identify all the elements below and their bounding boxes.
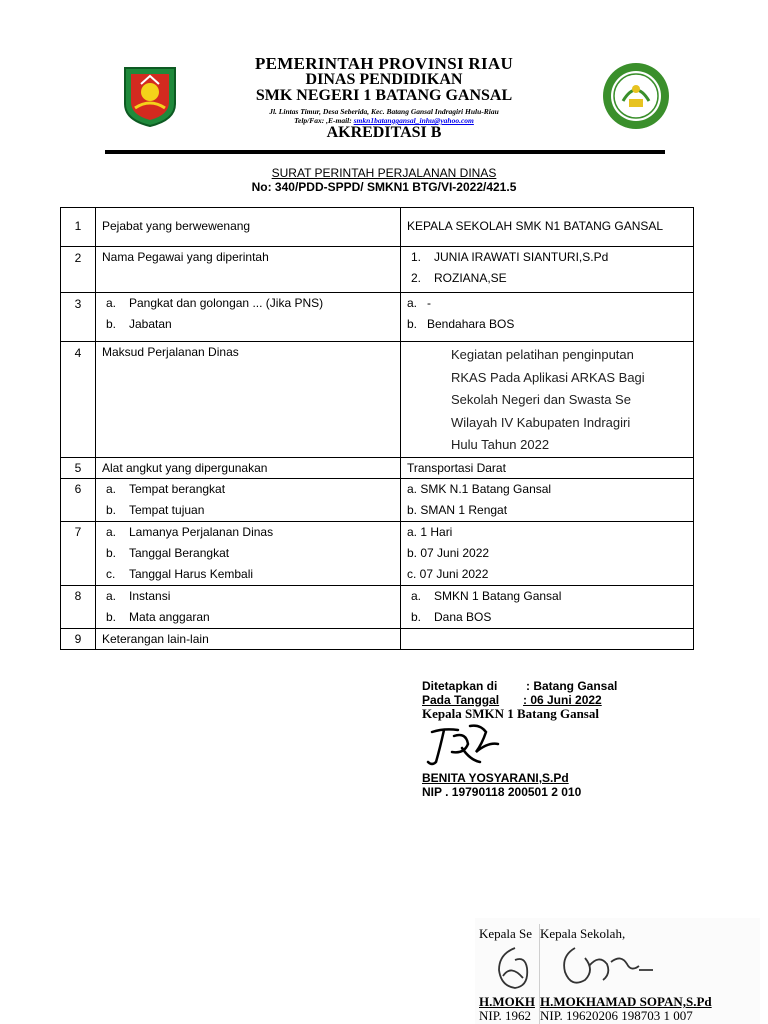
label-text: Lamanya Perjalanan Dinas <box>129 524 274 539</box>
value-text: Dana BOS <box>434 609 492 624</box>
right-signature-mark <box>555 940 665 996</box>
label-text: Instansi <box>129 588 171 603</box>
list-marker: b. <box>106 317 117 331</box>
row-number: 6 <box>61 478 96 521</box>
row-value <box>401 293 694 342</box>
value-text: Transportasi Darat <box>407 460 506 475</box>
row-label <box>96 342 401 458</box>
row-value <box>401 521 694 585</box>
list-marker: 2. <box>411 271 422 285</box>
purpose-line: Wilayah IV Kabupaten Indragiri <box>451 414 631 430</box>
table-row <box>61 342 694 458</box>
label-text: Nama Pegawai yang diperintah <box>102 250 269 264</box>
list-item <box>401 607 693 628</box>
left-head-nip: NIP. 1962 <box>479 1008 532 1023</box>
list-item <box>401 586 693 607</box>
right-head-name: H.MOKHAMAD SOPAN,S.Pd <box>540 994 712 1009</box>
list-item <box>96 293 400 314</box>
table-row <box>61 293 694 342</box>
list-marker: c. <box>106 566 116 581</box>
list-item <box>401 293 693 314</box>
row-number: 8 <box>61 585 96 628</box>
value-text: c. 07 Juni 2022 <box>407 566 489 581</box>
value-text: a. SMK N.1 Batang Gansal <box>407 481 552 496</box>
list-marker: b. <box>106 609 117 624</box>
label-text: Tempat berangkat <box>129 481 226 496</box>
left-head-title: Kepala Se <box>479 926 533 941</box>
label-text: Tanggal Harus Kembali <box>129 566 254 581</box>
row-number: 9 <box>61 628 96 649</box>
header-divider <box>105 150 665 154</box>
row-value <box>401 342 694 458</box>
list-item <box>401 268 693 289</box>
purpose-line: Sekolah Negeri dan Swasta Se <box>451 392 631 407</box>
row-value <box>401 628 694 649</box>
signature-mark <box>424 722 502 770</box>
row-number: 2 <box>61 247 96 293</box>
value-text: JUNIA IRAWATI SIANTURI,S.Pd <box>434 250 609 264</box>
contact-prefix: Telp/Fax: ,E-mail: <box>294 116 354 125</box>
list-item <box>96 586 400 607</box>
table-row <box>61 585 694 628</box>
row-label <box>96 457 401 478</box>
header-department: DINAS PENDIDIKAN <box>305 71 463 88</box>
list-marker: b. <box>411 609 422 624</box>
row-number: 5 <box>61 457 96 478</box>
list-item <box>96 314 400 335</box>
header-address: Jl. Lintas Timur, Desa Seberida, Kec. Batang Gansal Indragiri Hulu-Riau <box>269 107 499 116</box>
value-text: a. 1 Hari <box>407 524 453 539</box>
header-government: PEMERINTAH PROVINSI RIAU <box>254 54 514 73</box>
signer-nip: NIP . 19790118 200501 2 010 <box>422 785 582 799</box>
label-text: Tanggal Berangkat <box>129 545 230 560</box>
table-row <box>61 521 694 585</box>
signer-name: BENITA YOSYARANI,S.Pd <box>422 771 569 785</box>
table-row <box>61 247 694 293</box>
table-row <box>61 478 694 521</box>
label-text: Keterangan lain-lain <box>102 631 209 646</box>
right-head-title: Kepala Sekolah, <box>540 926 626 941</box>
purpose-line: RKAS Pada Aplikasi ARKAS Bagi <box>451 369 645 385</box>
date-value: : 06 Juni 2022 <box>523 693 602 707</box>
right-head-nip: NIP. 19620206 198703 1 007 <box>540 1008 693 1023</box>
table-row <box>61 628 694 649</box>
row-label <box>96 247 401 293</box>
list-marker: a. <box>106 296 117 310</box>
list-item <box>96 522 400 543</box>
email-link[interactable]: smkn1batanggansal_inhu@yahoo.com <box>353 116 474 125</box>
list-marker: b. <box>106 502 117 517</box>
value-text: b. SMAN 1 Rengat <box>407 502 508 517</box>
list-marker: a. <box>411 588 422 603</box>
value-text: KEPALA SEKOLAH SMK N1 BATANG GANSAL <box>407 219 664 233</box>
value-text <box>401 629 693 649</box>
row-value <box>401 478 694 521</box>
label-text: Pejabat yang berwewenang <box>102 219 251 233</box>
value-text: ROZIANA,SE <box>434 271 507 285</box>
label-text: Pangkat dan golongan ... (Jika PNS) <box>129 296 324 310</box>
row-number: 4 <box>61 342 96 458</box>
document-title: SURAT PERINTAH PERJALANAN DINAS <box>271 166 497 180</box>
label-text: Jabatan <box>129 317 172 331</box>
row-number: 3 <box>61 293 96 342</box>
row-label <box>96 208 401 247</box>
list-item <box>96 543 400 564</box>
list-marker: b. <box>106 545 117 560</box>
list-marker: 1. <box>411 250 422 264</box>
row-label <box>96 585 401 628</box>
list-item <box>96 564 400 585</box>
place-value: : Batang Gansal <box>526 679 618 693</box>
table-row <box>61 208 694 247</box>
value-text: SMKN 1 Batang Gansal <box>434 588 562 603</box>
signer-position: Kepala SMKN 1 Batang Gansal <box>422 706 599 721</box>
row-value <box>401 457 694 478</box>
list-marker: a. <box>106 481 117 496</box>
document-number: No: 340/PDD-SPPD/ SMKN1 BTG/VI-2022/421.5 <box>251 180 517 194</box>
row-label <box>96 478 401 521</box>
left-head-name: H.MOKH <box>479 994 535 1009</box>
value-text: Bendahara BOS <box>427 317 515 331</box>
purpose-line: Kegiatan pelatihan penginputan <box>451 347 634 362</box>
table-row <box>61 457 694 478</box>
label-text: Maksud Perjalanan Dinas <box>102 345 239 359</box>
list-marker: a. <box>106 588 117 603</box>
place-label: Ditetapkan di <box>422 679 498 693</box>
header-school: SMK NEGERI 1 BATANG GANSAL <box>255 87 513 104</box>
row-value <box>401 247 694 293</box>
list-marker: a. <box>407 296 418 310</box>
row-number: 1 <box>61 208 96 247</box>
label-text: Tempat tujuan <box>129 502 205 517</box>
row-value <box>401 208 694 247</box>
list-item <box>96 500 400 521</box>
sppd-table <box>60 207 694 650</box>
date-label: Pada Tanggal <box>422 693 500 707</box>
purpose-line: Hulu Tahun 2022 <box>451 437 550 452</box>
purpose-text <box>401 342 693 457</box>
value-text: - <box>427 296 431 310</box>
left-signature-mark <box>485 942 541 996</box>
list-item <box>401 314 693 335</box>
row-label <box>96 628 401 649</box>
list-item <box>96 607 400 628</box>
list-item <box>96 479 400 500</box>
list-marker: a. <box>106 524 117 539</box>
list-marker: b. <box>407 317 418 331</box>
list-item <box>401 247 693 268</box>
header-accreditation: AKREDITASI B <box>326 124 442 141</box>
row-value <box>401 585 694 628</box>
label-text: Alat angkut yang dipergunakan <box>102 460 268 475</box>
row-number: 7 <box>61 521 96 585</box>
row-label <box>96 293 401 342</box>
value-text: b. 07 Juni 2022 <box>407 545 490 560</box>
row-label <box>96 521 401 585</box>
label-text: Mata anggaran <box>129 609 210 624</box>
